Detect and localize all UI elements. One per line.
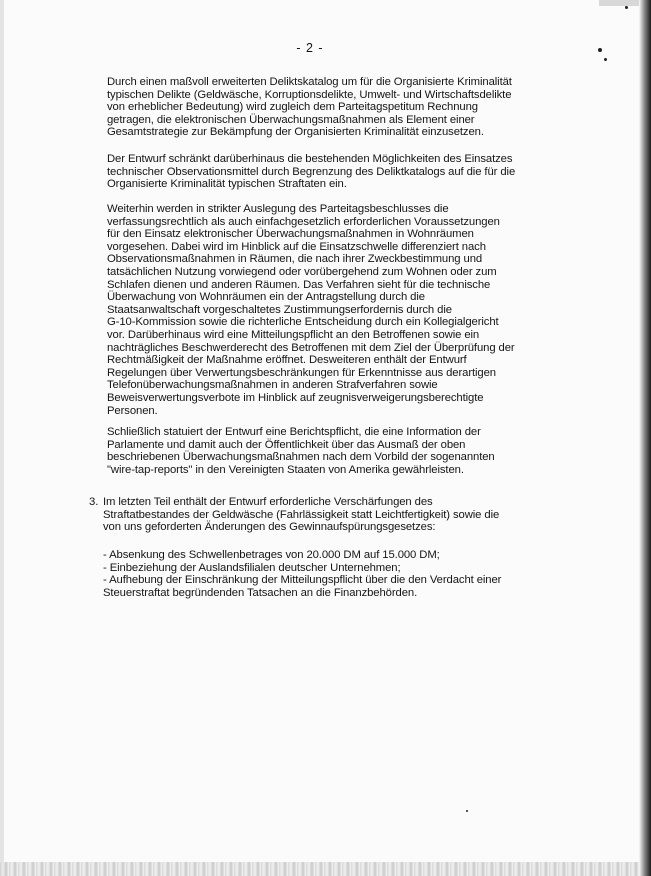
paragraph-observationsmittel: Der Entwurf schränkt darüberhinaus die bestehenden Möglichkeiten des Einsatzes technischer Observationsmittel durch Begrenzung des Deliktkatalogs auf die für die Organisierte Kriminalität typischen Straftaten ein.: [107, 153, 516, 191]
scan-edge-bottom: [0, 862, 639, 876]
page-number: - 2 -: [296, 41, 324, 55]
bullet-list: - Absenkung des Schwellenbetrages von 20.000 DM auf 15.000 DM; - Einbeziehung der Auslandsfilialen deutscher Unternehmen; - Aufhebung der Einschränkung der Mitteilungspflicht über die den Verdacht einer Steuerstraftat begründenden Tatsachen an die Finanzbehörden.: [103, 549, 502, 599]
scan-speck: [604, 58, 607, 61]
paragraph-wohnraumueberwachung: Weiterhin werden in strikter Auslegung des Parteitagsbeschlusses die verfassungsrechtlich als auch einfachgesetzlich erforderlichen Voraussetzungen für den Einsatz elektronischer Überwachungsmaßnahmen in Wohnräumen vorgesehen. Dabei wird im Hinblick auf die Einsatzschwelle differenziert nach Observationsmaßnahmen in Räumen, die nach ihrer Zweckbestimmung und tatsächlichen Nutzung vorwiegend oder vorübergehend zum Wohnen oder zum Schlafen dienen und anderen Räumen. Das Verfahren sieht für die technische Überwachung von Wohnräumen ein der Antragstellung durch die Staatsanwaltschaft vorgeschaltetes Zustimmungserfordernis durch die G-10-Kommission sowie die richterliche Entscheidung durch ein Kollegialgericht vor. Darüberhinaus wird eine Mitteilungspflicht an den Betroffenen sowie ein nachträgliches Beschwerderecht des Betroffenen mit dem Ziel der Überprüfung der Rechtmäßigkeit der Maßnahme eröffnet. Desweiteren enthält der Entwurf Regelungen über Verwertungsbeschränkungen für Erkenntnisse aus derartigen Telefonüberwachungsmaßnahmen in anderen Strafverfahren sowie Beweisverwertungsverbote im Hinblick auf zeugnisverweigerungsberechtigte Personen.: [107, 203, 515, 417]
scan-speck: [466, 810, 468, 812]
scan-edge-top: [599, 0, 639, 6]
list-item-number: 3.: [89, 496, 99, 508]
paragraph-deliktskatalog: Durch einen maßvoll erweiterten Deliktskatalog um für die Organisierte Kriminalität typischen Delikte (Geldwäsche, Korruptionsdelikte, Umwelt- und Wirtschaftsdelikte von erheblicher Bedeutung) wird zugleich dem Parteitagspetitum Rechnung getragen, die elektronischen Überwachungsmaßnahmen als Element einer Gesamtstrategie zur Bekämpfung der Organisierten Kriminalität einzusetzen.: [107, 76, 512, 139]
paragraph-berichtspflicht: Schließlich statuiert der Entwurf eine Berichtspflicht, die eine Information der Parlamente und damit auch der Öffentlichkeit über das Ausmaß der oben beschriebenen Überwachungsmaßnahmen nach dem Vorbild der sogenannten "wire-tap-reports" in den Vereinigten Staaten von Amerika gewährleisten.: [107, 426, 495, 476]
list-item-text: Im letzten Teil enthält der Entwurf erforderliche Verschärfungen des Straftatbestandes der Geldwäsche (Fahrlässigkeit statt Leichtfertigkeit) sowie die von uns geforderten Änderungen des Gewinnaufspürungsgesetzes:: [103, 496, 500, 534]
scan-speck: [625, 6, 628, 9]
scan-edge-left: [0, 0, 4, 876]
scan-edge-right: [639, 0, 651, 876]
